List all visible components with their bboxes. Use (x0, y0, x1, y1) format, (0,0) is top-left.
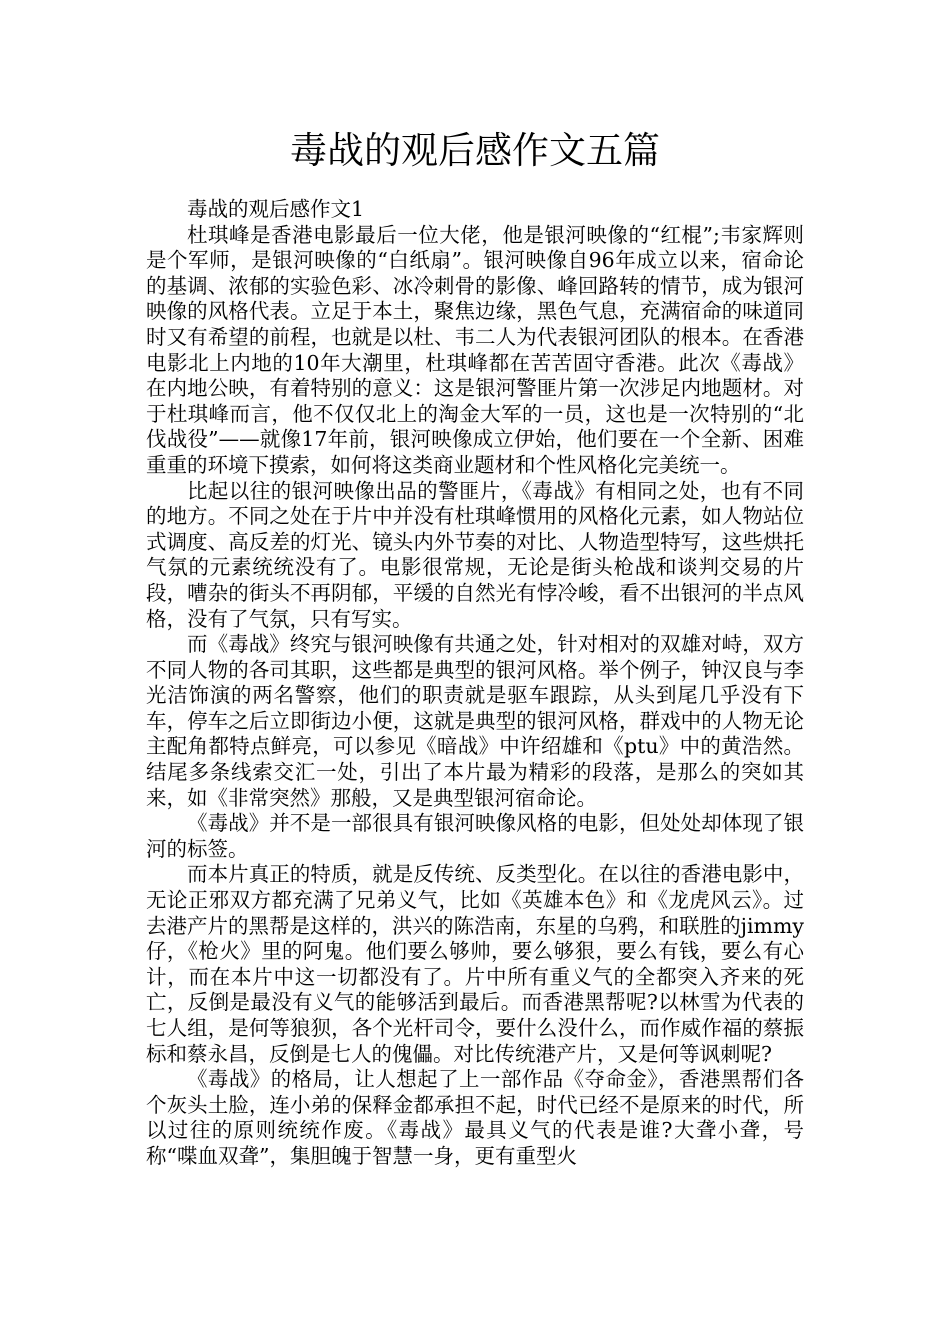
paragraph: 而本片真正的特质，就是反传统、反类型化。在以往的香港电影中，无论正邪双方都充满了兄弟义气，比如《英雄本色》和《龙虎风云》。过去港产片的黑帮是这样的，洪兴的陈浩南，东星的乌鸦，和联胜的jimmy仔，《枪火》里的阿鬼。他们要么够帅，要么够狠，要么有钱，要么有心计，而在本片中这一切都没有了。片中所有重义气的全都突入齐来的死亡，反倒是最没有义气的能够活到最后。而香港黑帮呢?以林雪为代表的七人组，是何等狼狈，各个光杆司令，要什么没什么，而作威作福的蔡振标和蔡永昌，反倒是七人的傀儡。对比传统港产片，又是何等讽刺呢? (146, 862, 804, 1066)
paragraph: 比起以往的银河映像出品的警匪片，《毒战》有相同之处，也有不同的地方。不同之处在于片中并没有杜琪峰惯用的风格化元素，如人物站位式调度、高反差的灯光、镜头内外节奏的对比、人物造型特写，这些烘托气氛的元素统统没有了。电影很常规，无论是街头枪战和谈判交易的片段，嘈杂的街头不再阴郁，平缓的自然光有悖冷峻，看不出银河的半点风格，没有了气氛，只有写实。 (146, 478, 804, 631)
page-title: 毒战的观后感作文五篇 (290, 129, 660, 172)
section-heading: 毒战的观后感作文1 (187, 197, 365, 221)
paragraph: 而《毒战》终究与银河映像有共通之处，针对相对的双雄对峙，双方不同人物的各司其职，这些都是典型的银河风格。举个例子，钟汉良与李光洁饰演的两名警察，他们的职责就是驱车跟踪，从头到尾几乎没有下车，停车之后立即街边小便，这就是典型的银河风格，群戏中的人物无论主配角都特点鲜亮，可以参见《暗战》中许绍雄和《ptu》中的黄浩然。结尾多条线索交汇一处，引出了本片最为精彩的段落，是那么的突如其来，如《非常突然》那般，又是典型银河宿命论。 (146, 632, 804, 810)
paragraph: 杜琪峰是香港电影最后一位大佬，他是银河映像的“红棍”;韦家辉则是个军师，是银河映像的“白纸扇”。银河映像自96年成立以来，宿命论的基调、浓郁的实验色彩、冰冷刺骨的影像、峰回路转的情节，成为银河映像的风格代表。立足于本土，聚焦边缘，黑色气息，充满宿命的味道同时又有希望的前程，也就是以杜、韦二人为代表银河团队的根本。在香港电影北上内地的10年大潮里，杜琪峰都在苦苦固守香港。此次《毒战》在内地公映，有着特别的意义：这是银河警匪片第一次涉足内地题材。对于杜琪峰而言，他不仅仅北上的淘金大军的一员，这也是一次特别的“北伐战役”——就像17年前，银河映像成立伊始，他们要在一个全新、困难重重的环境下摸索，如何将这类商业题材和个性风格化完美统一。 (146, 222, 804, 477)
document-body (146, 197, 804, 1170)
paragraph: 《毒战》的格局，让人想起了上一部作品《夺命金》，香港黑帮们各个灰头土脸，连小弟的保释金都承担不起，时代已经不是原来的时代，所以过往的原则统统作废。《毒战》最具义气的代表是谁?大聋小聋，号称“喋血双聋”，集胆魄于智慧一身，更有重型火 (146, 1067, 804, 1168)
paragraph: 《毒战》并不是一部很具有银河映像风格的电影，但处处却体现了银河的标签。 (146, 811, 804, 861)
